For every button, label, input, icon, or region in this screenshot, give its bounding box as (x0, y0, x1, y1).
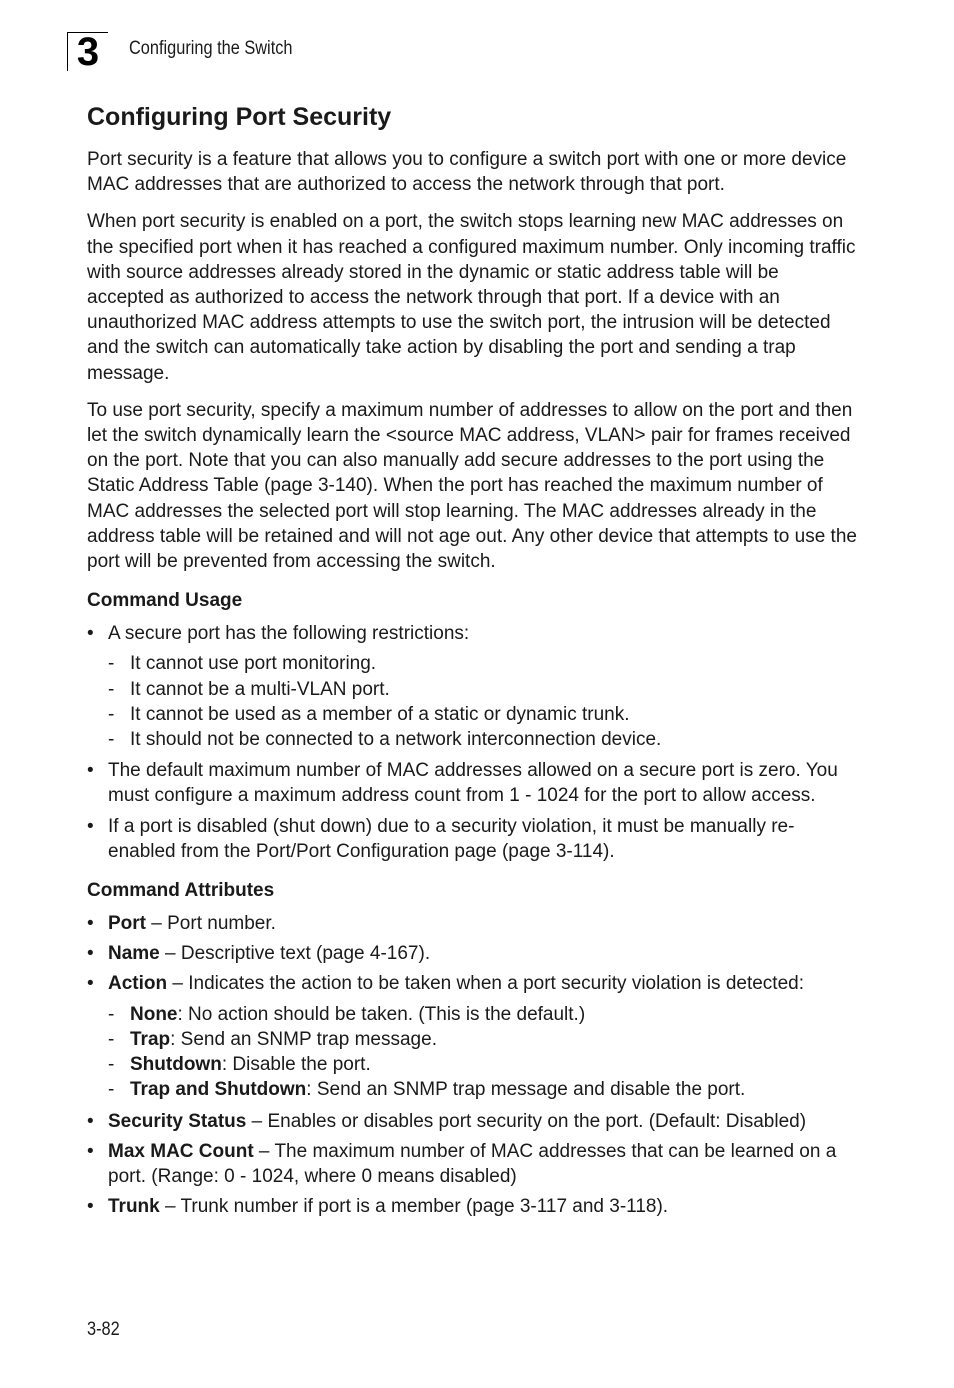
list-item (87, 1194, 857, 1219)
restrictions-list (108, 651, 857, 752)
action-term: Trap and Shutdown (130, 1079, 307, 1101)
list-item: - It cannot be a multi-VLAN port. (108, 677, 857, 702)
action-desc: : Send an SNMP trap message. (170, 1028, 437, 1050)
attribute-desc: – The maximum number of MAC addresses that can be learned on a port. (Range: 0 - 1024, where 0 means disabled) (108, 1140, 837, 1187)
attribute-term: Action (108, 973, 168, 995)
list-item (87, 1109, 857, 1134)
action-desc: : No action should be taken. (This is the default.) (177, 1003, 586, 1025)
restrictions-intro: A secure port has the following restrictions: (108, 623, 470, 645)
action-desc: : Disable the port. (221, 1054, 371, 1076)
attribute-desc: – Indicates the action to be taken when a port security violation is detected: (167, 973, 804, 995)
command-usage-heading: Command Usage (87, 590, 243, 612)
section-title: Configuring Port Security (87, 103, 392, 131)
list-item: • If a port is disabled (shut down) due to a security violation, it must be manually re-enabled from the Port/Port Configuration page (page 3-114). (87, 814, 857, 864)
behavior-paragraph: When port security is enabled on a port, the switch stops learning new MAC addresses on the specified port when it has reached a configured maximum number. Only incoming traffic with source addresses already stored in the dynamic or static address table will be accepted as authorized to access the network through that port. If a device with an unauthorized MAC address attempts to use the switch port, the intrusion will be detected and the switch can automatically take action by disabling the port and sending a trap message. (87, 211, 856, 384)
chapter-title: Configuring the Switch (129, 38, 293, 59)
action-term: None (130, 1003, 178, 1025)
attribute-desc: – Trunk number if port is a member (page 3-117 and 3-118). (159, 1196, 669, 1218)
intro-paragraph: Port security is a feature that allows you to configure a switch port with one or more device MAC addresses that are authorized to access the network through that port. (87, 149, 847, 196)
page-content (87, 100, 857, 1224)
command-attributes-list (87, 911, 857, 1219)
command-usage-list (87, 621, 857, 864)
command-attributes-heading: Command Attributes (87, 880, 275, 902)
list-item: • The default maximum number of MAC addresses allowed on a secure port is zero. You must configure a maximum address count from 1 - 1024 for the port to allow access. (87, 758, 857, 808)
usage-paragraph: To use port security, specify a maximum number of addresses to allow on the port and then let the switch dynamically learn the <source MAC address, VLAN> pair for frames received on the port. Note that you can also manually add secure addresses to the port using the Static Address Table (page 3-140). When the port has reached the maximum number of MAC addresses the selected port will stop learning. The MAC addresses already in the address table will be retained and will not age out. Any other device that attempts to use the port will be prevented from accessing the switch. (87, 399, 857, 573)
attribute-term: Security Status (108, 1110, 247, 1132)
list-item (108, 1052, 857, 1077)
list-item (87, 1139, 857, 1189)
list-item (108, 1077, 857, 1102)
attribute-term: Name (108, 943, 160, 965)
page-number: 3-82 (87, 1319, 120, 1340)
attribute-desc: – Port number. (146, 913, 276, 935)
list-item (108, 1002, 857, 1027)
attribute-desc: – Descriptive text (page 4-167). (159, 943, 431, 965)
list-item: - It should not be connected to a network interconnection device. (108, 727, 857, 752)
list-item (87, 621, 857, 752)
list-item: - It cannot use port monitoring. (108, 651, 857, 676)
list-item (87, 911, 857, 936)
attribute-term: Max MAC Count (108, 1140, 254, 1162)
list-item (87, 971, 857, 1102)
list-item: - It cannot be used as a member of a static or dynamic trunk. (108, 702, 857, 727)
action-term: Shutdown (130, 1054, 222, 1076)
action-desc: : Send an SNMP trap message and disable the port. (306, 1079, 746, 1101)
list-item (108, 1027, 857, 1052)
attribute-term: Port (108, 913, 146, 935)
action-term: Trap (130, 1028, 171, 1050)
attribute-term: Trunk (108, 1196, 160, 1218)
chapter-number: 3 (67, 32, 108, 71)
actions-list (108, 1002, 857, 1103)
list-item (87, 941, 857, 966)
attribute-desc: – Enables or disables port security on the port. (Default: Disabled) (246, 1110, 807, 1132)
